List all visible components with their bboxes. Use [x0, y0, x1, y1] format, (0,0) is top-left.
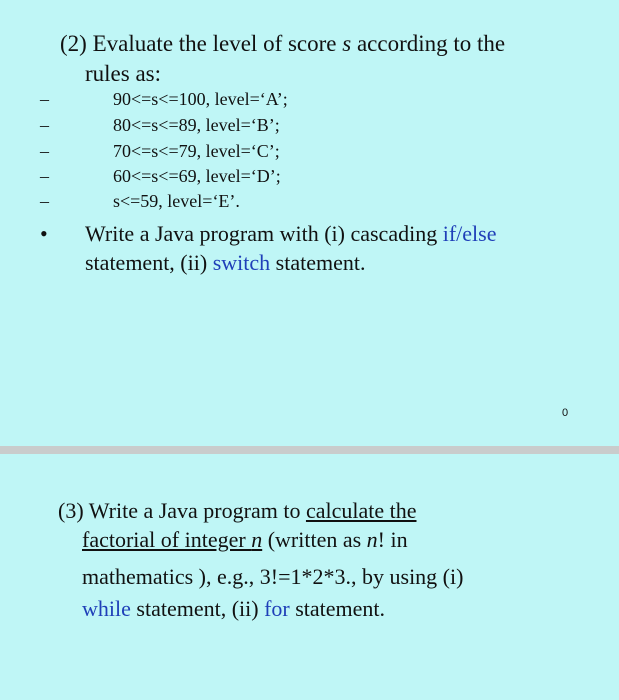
- bullet-text: statement, (ii): [85, 250, 213, 275]
- underlined-phrase: [82, 527, 262, 552]
- bullet-text-suffix: statement.: [270, 250, 366, 275]
- question-2-heading-line2: rules as:: [85, 61, 162, 86]
- slide-divider: [0, 446, 619, 454]
- question-3-line2: [82, 525, 408, 554]
- bullet-marker: •: [40, 221, 48, 246]
- bullet-text-line2: [85, 248, 365, 277]
- variable-n: n: [366, 527, 378, 552]
- keyword-if-else: if/else: [442, 221, 497, 246]
- underlined-text: factorial of integer: [82, 527, 252, 552]
- question-3-line3: mathematics ), e.g., 3!=1*2*3., by using (i): [82, 564, 464, 589]
- rule-item: 60<=s<=69, level=‘D’;: [113, 166, 281, 186]
- bullet-text-line1: [85, 219, 496, 248]
- rule-dash: –: [40, 141, 49, 161]
- question-text: (written as: [262, 527, 367, 552]
- question-text: (3) Write a Java program to: [58, 498, 306, 523]
- question-text: statement, (ii): [130, 596, 265, 621]
- question-text: ! in: [377, 527, 408, 552]
- keyword-for: for: [264, 596, 290, 621]
- question-3-line1: [58, 496, 417, 525]
- heading-text: (2) Evaluate the level of score: [60, 31, 343, 56]
- rule-item: 90<=s<=100, level=‘A’;: [113, 89, 288, 109]
- rule-dash: –: [40, 89, 49, 109]
- bullet-text: Write a Java program with (i) cascading: [85, 221, 443, 246]
- keyword-switch: switch: [212, 250, 271, 275]
- rule-dash: –: [40, 191, 49, 211]
- question-2-heading-line1: [60, 30, 505, 58]
- variable-s: s: [342, 31, 352, 56]
- keyword-while: while: [82, 596, 131, 621]
- rule-item: 70<=s<=79, level=‘C’;: [113, 141, 280, 161]
- slide-question-3: [0, 454, 619, 700]
- rule-item: s<=59, level=‘E’.: [113, 191, 240, 211]
- heading-text-suffix: according to the: [351, 31, 506, 56]
- question-3-line4: [82, 594, 385, 623]
- rule-item: 80<=s<=89, level=‘B’;: [113, 115, 280, 135]
- underlined-phrase: calculate the: [305, 498, 417, 523]
- variable-n: n: [251, 527, 263, 552]
- page-number: 0: [562, 407, 569, 419]
- question-text: statement.: [289, 596, 386, 621]
- rule-dash: –: [40, 166, 49, 186]
- rule-dash: –: [40, 115, 49, 135]
